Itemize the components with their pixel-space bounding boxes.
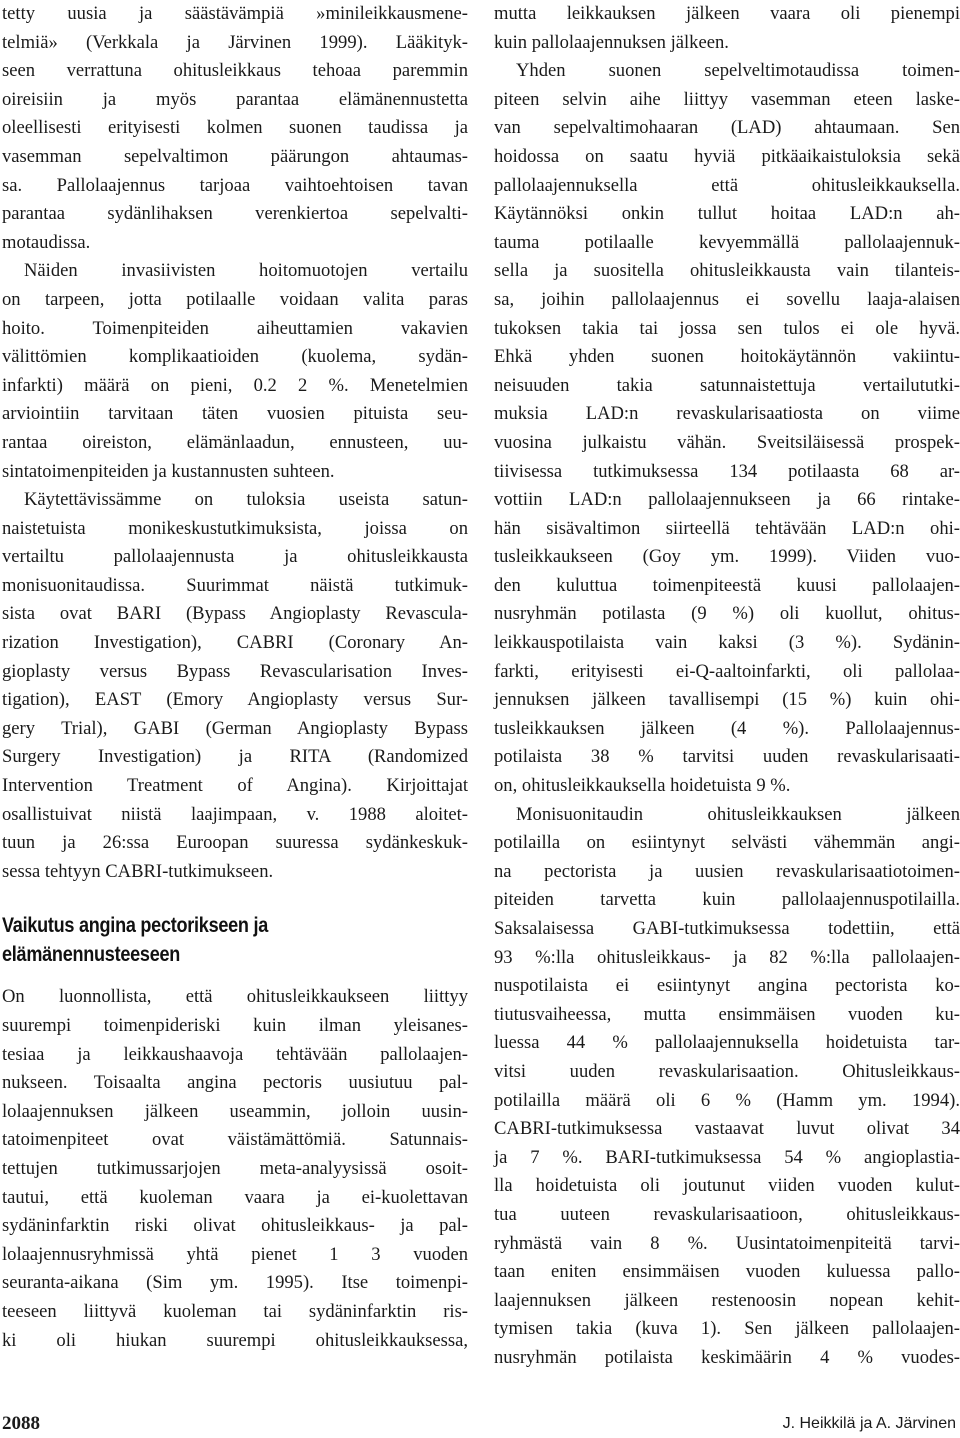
text-line: Käytettävissämme on tuloksia useista satun- (24, 489, 468, 511)
text-line: motaudissa. (2, 231, 91, 253)
text-line: tautui, että kuoleman vaara ja ei-kuolettavan (2, 1186, 468, 1208)
text-line: 93 %:lla ohitusleikkaus- ja 82 %:lla pallolaajen- (494, 946, 960, 968)
text-line: sa. Pallolaajennus tarjoaa vaihtoehtoisen tavan (2, 174, 468, 196)
text-line: ja 7 %. BARI-tutkimuksessa 54 % angioplastia- (494, 1146, 960, 1168)
text-line: Ehkä yhden suonen hoitokäytännön vakiintu- (494, 346, 960, 368)
text-line: tusleikkauksen jälkeen (4 %). Pallolaajennus- (494, 717, 960, 739)
text-line: oleellisesti erityisesti kolmen suonen taudissa ja (2, 117, 468, 139)
text-line: oireisiin ja myös parantaa elämänennustetta (2, 88, 468, 110)
text-line: sintatoimenpiteiden ja kustannusten suhteen. (2, 460, 335, 482)
text-line: sa, joihin pallolaajennus ei sovellu laaja-alaisen (494, 288, 960, 310)
text-line: tua uuteen revaskularisaatioon, ohitusleikkaus- (494, 1203, 960, 1225)
text-line: seuranta-aikana (Sim ym. 1995). Itse toimenpi- (2, 1272, 468, 1294)
text-line: muksia LAD:n revaskularisaatiosta on viime (494, 403, 960, 425)
page-number: 2088 (2, 1413, 40, 1434)
text-line: laajennuksen jälkeen restenoosin nopean kehit- (494, 1289, 960, 1311)
text-line: tiutusvaiheessa, mutta ensimmäisen vuoden ku- (494, 1003, 960, 1025)
text-line: sista ovat BARI (Bypass Angioplasty Revascula- (2, 603, 468, 625)
text-line: farkti, erityisesti ei-Q-aaltoinfarkti, oli pallolaa- (494, 660, 960, 682)
text-line: na pectorista ja uusien revaskularisaatiotoimen- (494, 860, 960, 882)
text-line: On luonnollista, että ohitusleikkaukseen liittyy (2, 986, 468, 1008)
left-column (2, 0, 468, 1355)
text-line: suurempi toimenpideriski kuin ilman yleisanes- (2, 1015, 468, 1036)
paragraph-multicenter-studies (2, 486, 468, 886)
text-line: teeseen liittyvä kuoleman tai sydäninfarktin ris- (2, 1300, 468, 1322)
text-line: tettujen tutkimussarjojen meta-analyysissä osoit- (2, 1157, 468, 1179)
text-line: infarkti) määrä on pieni, 0.2 2 %. Menetelmien (2, 374, 468, 396)
text-line: hoito. Toimenpiteiden aiheuttamien vakavien (2, 317, 468, 339)
paragraph-single-vessel (494, 57, 960, 800)
text-line: parantaa sydänlihaksen verenkiertoa sepelvalti- (2, 203, 468, 225)
text-line: tiivisessa tutkimuksessa 134 potilaasta 68 ar- (494, 460, 960, 482)
text-line: Saksalaisessa GABI-tutkimuksessa todettiin, että (494, 918, 960, 939)
text-line: Näiden invasiivisten hoitomuotojen vertailu (24, 260, 468, 282)
text-line: telmiä» (Verkkala ja Järvinen 1999). Lääkityk- (2, 31, 468, 53)
text-line: välittömien komplikaatioiden (kuolema, sydän- (2, 346, 468, 368)
section-heading-line-2: elämänennusteeseen (2, 943, 181, 967)
text-line: jennuksen jälkeen tavallisempi (15 %) kuin ohi- (494, 689, 960, 711)
text-line: potilaista 38 % tarvitsi uuden revaskularisaati- (494, 746, 960, 768)
text-line: arviointiin tarvitaan täten vuosien pituista seu- (2, 403, 468, 425)
text-line: monisuonitaudissa. Suurimmat näistä tutkimuk- (2, 574, 468, 596)
text-line: pallolaajennuksella että ohitusleikkauksella. (494, 174, 960, 196)
text-line: piteiden tarvetta kuin pallolaajennuspotilailla. (494, 889, 960, 911)
text-line: nusryhmän potilasta (9 %) oli kuollut, ohitus- (494, 603, 960, 625)
text-line: vottiin LAD:n pallolaajennukseen ja 66 rintake- (494, 489, 960, 511)
section-heading-line-1: Vaikutus angina pectorikseen ja (2, 914, 269, 938)
text-line: tuun ja 26:ssa Euroopan suuressa sydänkeskuk- (2, 832, 468, 854)
text-line: nuspotilaista ei esiintynyt angina pectorista ko- (494, 975, 960, 997)
text-line: on, ohitusleikkauksella hoidetuista 9 %. (494, 775, 791, 797)
text-line: lolaajennuksen jälkeen useammin, jolloin uusin- (2, 1100, 468, 1122)
text-line: sessa tehtyyn CABRI-tutkimukseen. (2, 860, 274, 882)
text-line: Monisuonitaudin ohitusleikkauksen jälkeen (516, 803, 960, 825)
text-line: luessa 44 % pallolaajennuksella hoidetuista tar- (494, 1032, 960, 1054)
text-line: rization Investigation), CABRI (Coronary An- (2, 632, 468, 654)
paragraph-angina-effect (2, 983, 468, 1355)
text-line: neisuuden takia satunnaistettuja vertailututki- (494, 374, 960, 396)
text-line: gioplasty versus Bypass Revascularisation Inves- (2, 660, 468, 682)
text-line: tesiaa ja leikkaushaavoja tehtävään pallolaajen- (2, 1043, 468, 1065)
text-line: van sepelvaltimohaaran (LAD) ahtaumaan. Sen (494, 117, 960, 139)
paragraph-multivessel (494, 801, 960, 1373)
text-line: tymisen takia (kuva 1). Sen jälkeen pallolaajen- (494, 1318, 960, 1340)
text-line: kuin pallolaajennuksen jälkeen. (494, 31, 729, 53)
text-line: Käytännöksi onkin tullut hoitaa LAD:n ah- (494, 203, 960, 225)
text-line: potilailla on esiintynyt selvästi vähemmän angi- (494, 832, 960, 854)
paragraph-risk-continued (494, 0, 960, 57)
text-line: Intervention Treatment of Angina). Kirjoittajat (2, 775, 468, 797)
text-line: tusleikkaukseen (Goy ym. 1999). Viiden vuo- (494, 546, 960, 568)
paragraph-comparison-need (2, 257, 468, 486)
text-line: taan eniten ensimmäisen vuoden kuluessa pallo- (494, 1261, 960, 1283)
text-line: tetty uusia ja säästävämpiä »minileikkausmene- (2, 3, 468, 24)
right-column (494, 0, 960, 1373)
text-line: Surgery Investigation) ja RITA (Randomized (2, 746, 468, 768)
text-line: hoidossa on saatu hyviä pitkäaikaistuloksia sekä (494, 145, 960, 167)
text-line: Yhden suonen sepelveltimotaudissa toimen- (516, 60, 960, 82)
text-line: vertailtu pallolaajennusta ja ohitusleikkausta (2, 546, 468, 568)
text-line: mutta leikkauksen jälkeen vaara oli pienempi (494, 3, 960, 24)
text-line: CABRI-tutkimuksessa vastaavat luvut olivat 34 (494, 1118, 960, 1140)
text-line: tatoimenpiteet ovat väistämättömiä. Satunnais- (2, 1129, 468, 1151)
text-line: piteen selvin aihe liittyy vasemman eteen laske- (494, 88, 960, 110)
text-line: ryhmästä vain 8 %. Uusintatoimenpiteitä tarvi- (494, 1232, 960, 1254)
text-line: gery Trial), GABI (German Angioplasty Bypass (2, 717, 468, 739)
text-line: osallistuivat niistä laajimpaan, v. 1988 aloitet- (2, 803, 468, 825)
text-line: lla hoidetuista oli joutunut viiden vuoden kulut- (494, 1175, 960, 1197)
paragraph-intro-continued (2, 0, 468, 257)
text-line: sella ja suositella ohitusleikkausta vain tilanteis- (494, 260, 960, 282)
text-line: den kuluttua toimenpiteestä kuusi pallolaajen- (494, 574, 960, 596)
text-line: vuosina julkaistu vähän. Sveitsiläisessä prospek- (494, 431, 960, 453)
text-line: ki oli hiukan suurempi ohitusleikkauksessa, (2, 1329, 468, 1351)
text-line: sydäninfarktin riski olivat ohitusleikkaus- ja pal- (2, 1215, 468, 1237)
text-line: vitsi uuden revaskularisaation. Ohitusleikkaus- (494, 1060, 960, 1082)
text-line: hän sisävaltimon siirteellä tehtävään LAD:n ohi- (494, 517, 960, 539)
text-line: rantaa oireiston, elämänlaadun, ennusteen, uu- (2, 431, 468, 453)
text-line: potilailla määrä oli 6 % (Hamm ym. 1994). (494, 1089, 960, 1111)
text-line: seen verrattuna ohitusleikkaus tehoaa paremmin (2, 60, 468, 82)
text-line: on tarpeen, jotta potilaalle voidaan valita paras (2, 288, 468, 310)
text-line: tigation), EAST (Emory Angioplasty versus Sur- (2, 689, 468, 711)
text-line: tukoksen takia tai jossa sen tulos ei ole hyvä. (494, 317, 960, 339)
text-line: vasemman sepelvaltimon päärungon ahtaumas- (2, 145, 468, 167)
text-line: leikkauspotilaista vain kaksi (3 %). Sydänin- (494, 632, 960, 654)
section-heading (2, 911, 466, 969)
text-line: lolaajennusryhmissä yhtä pienet 1 3 vuoden (2, 1243, 468, 1265)
text-line: nukseen. Toisaalta angina pectoris uusiutuu pal- (2, 1072, 468, 1094)
text-line: tauma potilaalle kevyemmällä pallolaajennuk- (494, 231, 960, 253)
running-footer-authors: J. Heikkilä ja A. Järvinen (782, 1415, 956, 1432)
text-line: nusryhmän potilaista keskimäärin 4 % vuodes- (494, 1346, 960, 1368)
text-line: naistetuista monikeskustutkimuksista, joissa on (2, 517, 468, 539)
